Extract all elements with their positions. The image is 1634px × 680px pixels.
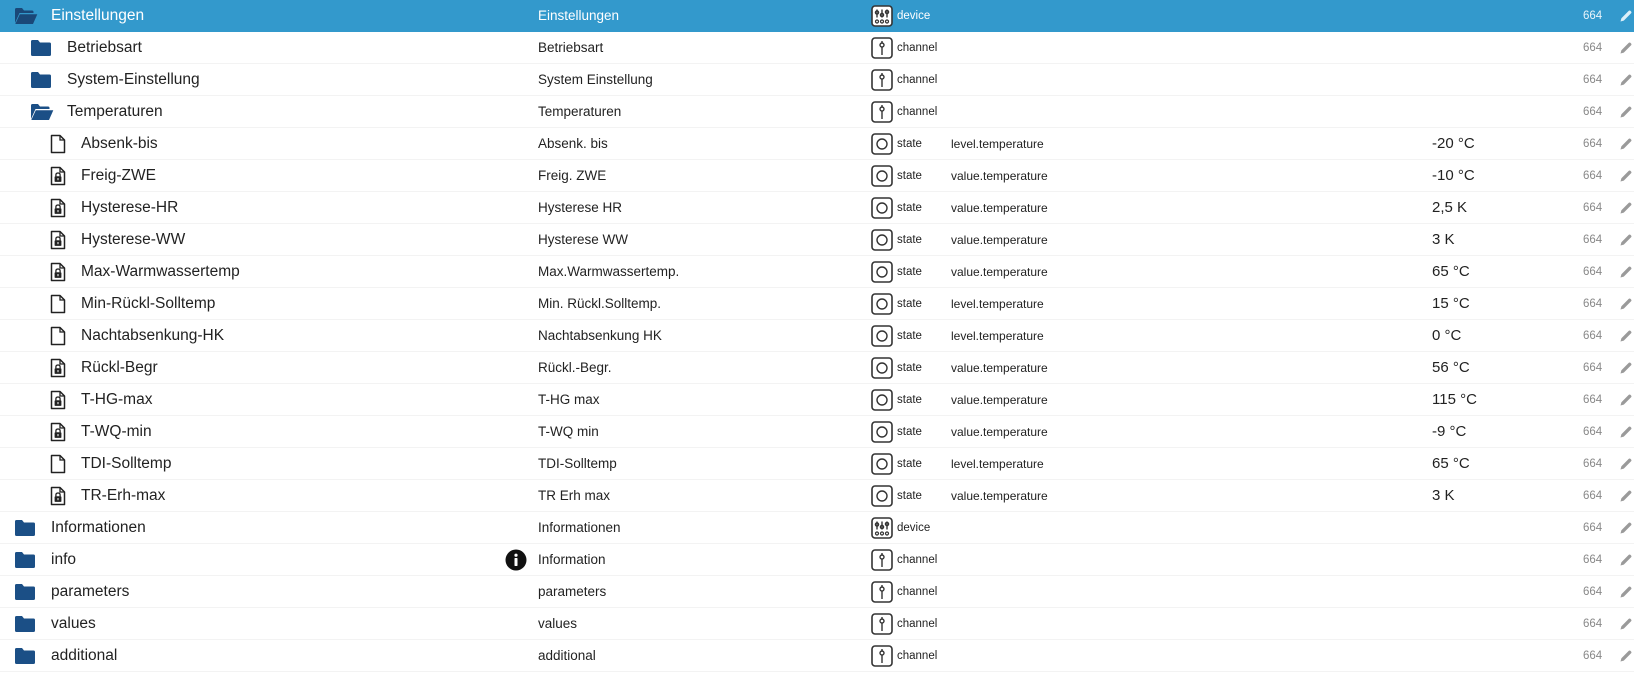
folder-icon[interactable] xyxy=(30,32,52,64)
channel-icon xyxy=(871,645,893,667)
object-id: Nachtabsenkung-HK xyxy=(81,327,225,344)
type-label: state xyxy=(897,266,922,278)
state-icon xyxy=(871,133,893,155)
object-name: parameters xyxy=(538,584,607,599)
type-label: state xyxy=(897,138,922,150)
object-type xyxy=(871,224,922,256)
tree-row[interactable] xyxy=(0,352,1634,384)
object-role: value.temperature xyxy=(951,425,1048,439)
file-icon xyxy=(50,288,66,320)
acl-label: 664 xyxy=(1583,266,1603,278)
object-name: Hysterese WW xyxy=(538,232,629,247)
edit-icon[interactable] xyxy=(1619,160,1633,192)
object-role: level.temperature xyxy=(951,329,1044,343)
object-id: Min-Rückl-Solltemp xyxy=(81,295,216,312)
object-name: Min. Rückl.Solltemp. xyxy=(538,296,662,311)
tree-row[interactable] xyxy=(0,480,1634,512)
file-lock-icon xyxy=(50,224,66,256)
channel-icon xyxy=(871,549,893,571)
object-value[interactable]: -20 °C xyxy=(1432,135,1475,152)
tree-row[interactable] xyxy=(0,576,1634,608)
type-label: state xyxy=(897,362,922,374)
edit-icon[interactable] xyxy=(1619,512,1633,544)
channel-icon xyxy=(871,613,893,635)
device-icon xyxy=(871,5,893,27)
edit-icon[interactable] xyxy=(1619,32,1633,64)
folder-open-icon[interactable] xyxy=(30,96,54,128)
acl-label: 664 xyxy=(1583,426,1603,438)
type-label: channel xyxy=(897,554,938,566)
tree-row[interactable] xyxy=(0,416,1634,448)
object-id: Informationen xyxy=(51,519,146,536)
acl-label: 664 xyxy=(1583,362,1603,374)
object-name: Absenk. bis xyxy=(538,136,608,151)
object-type xyxy=(871,480,922,512)
type-label: channel xyxy=(897,74,938,86)
tree-row[interactable] xyxy=(0,640,1634,672)
type-label: device xyxy=(897,10,931,22)
object-id: values xyxy=(51,615,96,632)
edit-icon[interactable] xyxy=(1619,320,1633,352)
type-label: state xyxy=(897,330,922,342)
type-label: state xyxy=(897,426,922,438)
type-label: device xyxy=(897,522,931,534)
object-value[interactable]: 65 °C xyxy=(1432,263,1470,280)
object-value[interactable]: -9 °C xyxy=(1432,423,1467,440)
object-name: T-WQ min xyxy=(538,424,599,439)
object-type xyxy=(871,544,937,576)
file-lock-icon xyxy=(50,256,66,288)
acl-label: 664 xyxy=(1583,202,1603,214)
state-icon xyxy=(871,293,893,315)
tree-row[interactable] xyxy=(0,192,1634,224)
tree-row[interactable] xyxy=(0,320,1634,352)
edit-icon[interactable] xyxy=(1619,96,1633,128)
object-type xyxy=(871,608,937,640)
acl-label: 664 xyxy=(1583,458,1603,470)
object-id: TDI-Solltemp xyxy=(81,455,172,472)
acl-label: 664 xyxy=(1583,138,1603,150)
edit-icon[interactable] xyxy=(1619,416,1633,448)
object-value[interactable]: 56 °C xyxy=(1432,359,1470,376)
object-id: info xyxy=(51,551,76,568)
acl-label: 664 xyxy=(1583,522,1603,534)
tree-row[interactable] xyxy=(0,0,1634,32)
file-lock-icon xyxy=(50,384,66,416)
folder-icon[interactable] xyxy=(30,64,52,96)
object-role: value.temperature xyxy=(951,201,1048,215)
object-id: T-HG-max xyxy=(81,391,153,408)
object-name: Einstellungen xyxy=(538,8,620,23)
edit-icon[interactable] xyxy=(1619,288,1633,320)
acl-label: 664 xyxy=(1583,394,1603,406)
object-type xyxy=(871,96,937,128)
channel-icon xyxy=(871,37,893,59)
object-type xyxy=(871,416,922,448)
edit-icon[interactable] xyxy=(1619,256,1633,288)
object-name: Information xyxy=(538,552,606,567)
object-value[interactable]: 2,5 K xyxy=(1432,199,1468,216)
tree-row[interactable] xyxy=(0,128,1634,160)
object-type xyxy=(871,512,930,544)
channel-icon xyxy=(871,581,893,603)
tree-row[interactable] xyxy=(0,384,1634,416)
file-lock-icon xyxy=(50,160,66,192)
object-type xyxy=(871,160,922,192)
object-value[interactable]: -10 °C xyxy=(1432,167,1475,184)
tree-row[interactable] xyxy=(0,544,1634,576)
edit-icon[interactable] xyxy=(1619,448,1633,480)
edit-icon[interactable] xyxy=(1619,384,1633,416)
tree-row[interactable] xyxy=(0,288,1634,320)
acl-label: 664 xyxy=(1583,330,1603,342)
edit-icon[interactable] xyxy=(1619,640,1633,672)
acl-label: 664 xyxy=(1583,618,1603,630)
channel-icon xyxy=(871,101,893,123)
object-type xyxy=(871,384,922,416)
object-type xyxy=(871,576,937,608)
object-role: level.temperature xyxy=(951,297,1044,311)
object-id: TR-Erh-max xyxy=(81,487,166,504)
type-label: state xyxy=(897,202,922,214)
object-id: Einstellungen xyxy=(51,7,145,24)
tree-row[interactable] xyxy=(0,448,1634,480)
folder-icon[interactable] xyxy=(14,512,36,544)
object-type xyxy=(871,0,930,32)
state-icon xyxy=(871,485,893,507)
acl-label: 664 xyxy=(1583,650,1603,662)
tree-row[interactable] xyxy=(0,608,1634,640)
acl-label: 664 xyxy=(1583,490,1603,502)
object-id: T-WQ-min xyxy=(81,423,152,440)
object-role: value.temperature xyxy=(951,169,1048,183)
object-name: Freig. ZWE xyxy=(538,168,607,183)
state-icon xyxy=(871,229,893,251)
type-label: state xyxy=(897,490,922,502)
object-role: value.temperature xyxy=(951,233,1048,247)
tree-row[interactable] xyxy=(0,160,1634,192)
type-label: state xyxy=(897,458,922,470)
state-icon xyxy=(871,421,893,443)
acl-label: 664 xyxy=(1583,586,1603,598)
object-name: Nachtabsenkung HK xyxy=(538,328,662,343)
edit-icon[interactable] xyxy=(1619,192,1633,224)
object-type xyxy=(871,32,937,64)
info-icon xyxy=(505,544,527,576)
edit-icon[interactable] xyxy=(1619,544,1633,576)
acl-label: 664 xyxy=(1583,42,1603,54)
object-type xyxy=(871,64,937,96)
type-label: channel xyxy=(897,586,938,598)
acl-label: 664 xyxy=(1583,170,1603,182)
state-icon xyxy=(871,325,893,347)
object-name: Hysterese HR xyxy=(538,200,623,215)
state-icon xyxy=(871,197,893,219)
object-value[interactable]: 65 °C xyxy=(1432,455,1470,472)
object-name: additional xyxy=(538,648,596,663)
object-id: parameters xyxy=(51,583,130,600)
object-id: Hysterese-HR xyxy=(81,199,179,216)
edit-icon[interactable] xyxy=(1619,576,1633,608)
object-name: TDI-Solltemp xyxy=(538,456,617,471)
edit-icon[interactable] xyxy=(1619,352,1633,384)
folder-icon[interactable] xyxy=(14,544,36,576)
file-icon xyxy=(50,320,66,352)
state-icon xyxy=(871,389,893,411)
acl-label: 664 xyxy=(1583,298,1603,310)
type-label: channel xyxy=(897,650,938,662)
object-id: Temperaturen xyxy=(67,103,163,120)
object-id: Rückl-Begr xyxy=(81,359,158,376)
object-name: Max.Warmwassertemp. xyxy=(538,264,680,279)
folder-icon[interactable] xyxy=(14,576,36,608)
type-label: channel xyxy=(897,42,938,54)
object-name: values xyxy=(538,616,578,631)
object-type xyxy=(871,320,922,352)
tree-row[interactable] xyxy=(0,96,1634,128)
type-label: state xyxy=(897,170,922,182)
object-role: value.temperature xyxy=(951,361,1048,375)
object-id: Freig-ZWE xyxy=(81,167,156,184)
tree-row[interactable] xyxy=(0,512,1634,544)
object-type xyxy=(871,256,922,288)
file-lock-icon xyxy=(50,352,66,384)
folder-open-icon[interactable] xyxy=(14,0,38,32)
tree-row[interactable] xyxy=(0,64,1634,96)
object-type xyxy=(871,352,922,384)
object-name: TR Erh max xyxy=(538,488,611,503)
edit-icon[interactable] xyxy=(1619,480,1633,512)
object-role: value.temperature xyxy=(951,393,1048,407)
edit-icon[interactable] xyxy=(1619,0,1633,32)
object-id: System-Einstellung xyxy=(67,71,200,88)
edit-icon[interactable] xyxy=(1619,64,1633,96)
object-id: Max-Warmwassertemp xyxy=(81,263,240,280)
object-role: value.temperature xyxy=(951,265,1048,279)
object-role: level.temperature xyxy=(951,457,1044,471)
object-id: Absenk-bis xyxy=(81,135,158,152)
acl-label: 664 xyxy=(1583,74,1603,86)
folder-icon[interactable] xyxy=(14,640,36,672)
state-icon xyxy=(871,165,893,187)
object-value[interactable]: 15 °C xyxy=(1432,295,1470,312)
file-icon xyxy=(50,128,66,160)
acl-label: 664 xyxy=(1583,106,1603,118)
object-id: Betriebsart xyxy=(67,39,142,56)
state-icon xyxy=(871,261,893,283)
object-type xyxy=(871,640,937,672)
object-type xyxy=(871,288,922,320)
tree-row[interactable] xyxy=(0,224,1634,256)
device-icon xyxy=(871,517,893,539)
acl-label: 664 xyxy=(1583,554,1603,566)
object-name: Informationen xyxy=(538,520,621,535)
acl-label: 664 xyxy=(1583,234,1603,246)
file-lock-icon xyxy=(50,192,66,224)
object-id: Hysterese-WW xyxy=(81,231,186,248)
state-icon xyxy=(871,357,893,379)
object-value[interactable]: 3 K xyxy=(1432,231,1455,248)
object-value[interactable]: 3 K xyxy=(1432,487,1455,504)
object-name: T-HG max xyxy=(538,392,600,407)
object-name: Betriebsart xyxy=(538,40,604,55)
file-lock-icon xyxy=(50,480,66,512)
file-icon xyxy=(50,448,66,480)
object-name: Temperaturen xyxy=(538,104,622,119)
object-value[interactable]: 0 °C xyxy=(1432,327,1462,344)
type-label: state xyxy=(897,234,922,246)
object-value[interactable]: 115 °C xyxy=(1432,391,1477,408)
acl-label: 664 xyxy=(1583,10,1603,22)
object-type xyxy=(871,128,922,160)
type-label: state xyxy=(897,394,922,406)
tree-row[interactable] xyxy=(0,32,1634,64)
tree-row[interactable] xyxy=(0,256,1634,288)
edit-icon[interactable] xyxy=(1619,224,1633,256)
object-name: System Einstellung xyxy=(538,72,653,87)
edit-icon[interactable] xyxy=(1619,128,1633,160)
object-id: additional xyxy=(51,647,118,664)
channel-icon xyxy=(871,69,893,91)
folder-icon[interactable] xyxy=(14,608,36,640)
object-type xyxy=(871,448,922,480)
state-icon xyxy=(871,453,893,475)
type-label: channel xyxy=(897,618,938,630)
file-lock-icon xyxy=(50,416,66,448)
type-label: channel xyxy=(897,106,938,118)
edit-icon[interactable] xyxy=(1619,608,1633,640)
object-name: Rückl.-Begr. xyxy=(538,360,612,375)
object-role: level.temperature xyxy=(951,137,1044,151)
type-label: state xyxy=(897,298,922,310)
object-role: value.temperature xyxy=(951,489,1048,503)
object-type xyxy=(871,192,922,224)
